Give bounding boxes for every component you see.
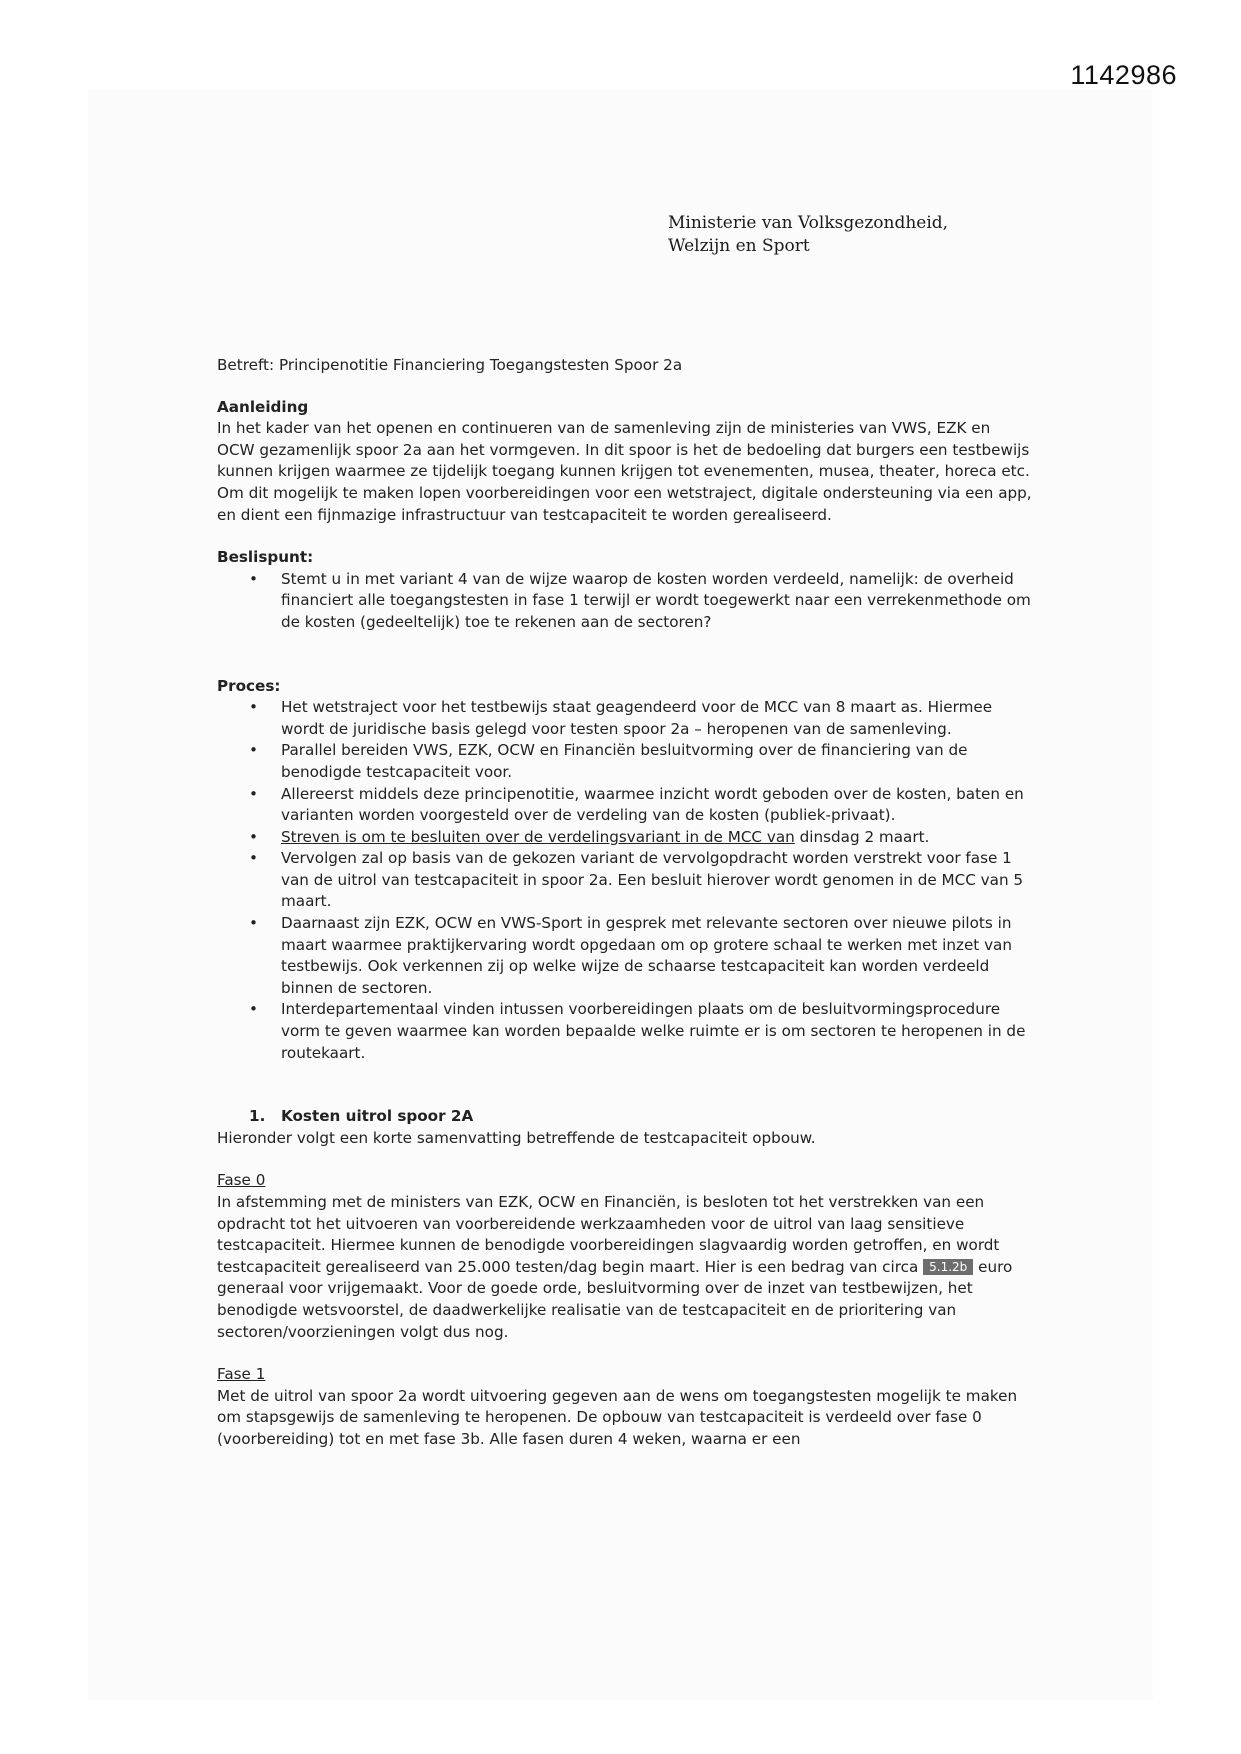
beslispunt-item-text: Stemt u in met variant 4 van de wijze waarop de kosten worden verdeeld, namelijk: de overheid financiert alle toegangstesten in fase 1 terwijl er wordt toegewerkt naar een verrekenmethode om de kosten (gedeeltelijk) toe te rekenen aan de sectoren? bbox=[281, 569, 1031, 631]
fase-1-title: Fase 1 bbox=[217, 1365, 266, 1384]
section-1-heading bbox=[217, 1106, 1032, 1128]
fase-0-text-after: euro generaal voor vrijgemaakt. Voor de goede orde, besluitvorming over de inzet van testbewijzen, het benodigde wetsvoorstel, de daadwerkelijke realisatie van de testcapaciteit en de prioritering van sectoren/voorzieningen volgt dus nog. bbox=[217, 1257, 1013, 1341]
proces-item-underlined-text: Streven is om te besluiten over de verdelingsvariant in de MCC van bbox=[281, 827, 795, 846]
section-fase-0 bbox=[217, 1170, 1032, 1343]
proces-heading: Proces: bbox=[217, 676, 281, 695]
section-fase-1 bbox=[217, 1364, 1032, 1450]
proces-item-text: Vervolgen zal op basis van de gekozen variant de vervolgopdracht worden verstrekt voor fase 1 van de uitrol van testcapaciteit in spoor 2a. Een besluit hierover wordt genomen in de MCC van 5 maart. bbox=[281, 849, 1024, 911]
section-1-number: 1. bbox=[249, 1107, 266, 1126]
subject-line: Betreft: Principenotitie Financiering Toegangstesten Spoor 2a bbox=[217, 356, 683, 374]
aanleiding-heading: Aanleiding bbox=[217, 397, 309, 416]
proces-list bbox=[217, 697, 1032, 1064]
proces-item-text: Allereerst middels deze principenotitie, waarmee inzicht wordt geboden over de kosten, baten en varianten worden voorgesteld over de verdeling van de kosten (publiek-privaat). bbox=[281, 784, 1024, 825]
aanleiding-text: In het kader van het openen en continueren van de samenleving zijn de ministeries van VWS, EZK en OCW gezamenlijk spoor 2a aan het vormgeven. In dit spoor is het de bedoeling dat burgers een testbewijs kunnen krijgen waarmee ze tijdelijk toegang kunnen krijgen tot evenementen, musea, theater, horeca etc. Om dit mogelijk te maken lopen voorbereidingen voor een wetstraject, digitale ondersteuning via een app, en dient een fijnmazige infrastructuur van testcapaciteit te worden gerealiseerd. bbox=[217, 419, 1032, 524]
proces-item-text: Daarnaast zijn EZK, OCW en VWS-Sport in gesprek met relevante sectoren over nieuwe pilots in maart waarmee praktijkervaring wordt opgedaan om op grotere schaal te werken met inzet van testbewijs. Ook verkennen zij op welke wijze de schaarse testcapaciteit kan worden verdeeld binnen de sectoren. bbox=[281, 914, 1012, 997]
bullet-icon: • bbox=[249, 827, 258, 846]
bullet-icon: • bbox=[249, 784, 258, 803]
bullet-icon: • bbox=[249, 741, 258, 760]
list-item bbox=[217, 848, 1032, 913]
section-kosten bbox=[217, 1106, 1032, 1149]
ministry-line-2: Welzijn en Sport bbox=[668, 236, 810, 256]
list-item bbox=[217, 827, 1032, 849]
bullet-icon: • bbox=[249, 698, 258, 717]
fase-0-text-before: In afstemming met de ministers van EZK, OCW en Financiën, is besloten tot het verstrekken van een opdracht tot het uitvoeren van voorbereidende werkzaamheden voor de uitrol van laag sensitieve testcapaciteit. Hiermee kunnen de benodigde voorbereidingen slagvaardig worden getroffen, en wordt testcapaciteit gerealiseerd van 25.000 testen/dag begin maart. Hier is een bedrag van circa bbox=[217, 1193, 1000, 1276]
list-item bbox=[217, 569, 1032, 634]
fase-1-text: Met de uitrol van spoor 2a wordt uitvoering gegeven aan de wens om toegangstesten mogelijk te maken om stapsgewijs de samenleving te heropenen. De opbouw van testcapaciteit is verdeeld over fase 0 (voorbereiding) tot en met fase 3b. Alle fasen duren 4 weken, waarna er een bbox=[217, 1386, 1018, 1448]
proces-item-text: Interdepartementaal vinden intussen voorbereidingen plaats om de besluitvormingsprocedure vorm te geven waarmee kan worden bepaalde welke ruimte er is om sectoren te heropenen in de routekaart. bbox=[281, 1000, 1026, 1062]
bullet-icon: • bbox=[249, 914, 258, 933]
document-body bbox=[217, 355, 1032, 1472]
proces-item-text: Het wetstraject voor het testbewijs staat geagendeerd voor de MCC van 8 maart as. Hiermee wordt de juridische basis gelegd voor testen spoor 2a – heropenen van de samenleving. bbox=[281, 698, 993, 738]
list-item bbox=[217, 913, 1032, 999]
document-number: 1142986 bbox=[1070, 60, 1177, 90]
proces-item-text: dinsdag 2 maart. bbox=[794, 827, 930, 846]
beslispunt-list bbox=[217, 569, 1032, 634]
section-proces bbox=[217, 676, 1032, 1065]
section-aanleiding bbox=[217, 397, 1032, 527]
bullet-icon: • bbox=[249, 849, 258, 868]
fase-0-title: Fase 0 bbox=[217, 1171, 266, 1190]
list-item bbox=[217, 999, 1032, 1064]
ministry-line-1: Ministerie van Volksgezondheid, bbox=[668, 213, 949, 233]
redaction-box: 5.1.2b bbox=[923, 1259, 973, 1275]
section-1-title: Kosten uitrol spoor 2A bbox=[281, 1107, 474, 1126]
list-item bbox=[217, 740, 1032, 783]
section-beslispunt bbox=[217, 547, 1032, 633]
proces-item-text: Parallel bereiden VWS, EZK, OCW en Financiën besluitvorming over de financiering van de benodigde testcapaciteit voor. bbox=[281, 741, 968, 781]
ministry-letterhead bbox=[668, 212, 948, 258]
bullet-icon: • bbox=[249, 1000, 258, 1019]
bullet-icon: • bbox=[249, 569, 258, 588]
fase-0-text bbox=[217, 1192, 1032, 1343]
list-item bbox=[217, 784, 1032, 827]
beslispunt-heading: Beslispunt: bbox=[217, 548, 314, 567]
list-item bbox=[217, 697, 1032, 740]
section-1-intro: Hieronder volgt een korte samenvatting betreffende de testcapaciteit opbouw. bbox=[217, 1128, 816, 1147]
